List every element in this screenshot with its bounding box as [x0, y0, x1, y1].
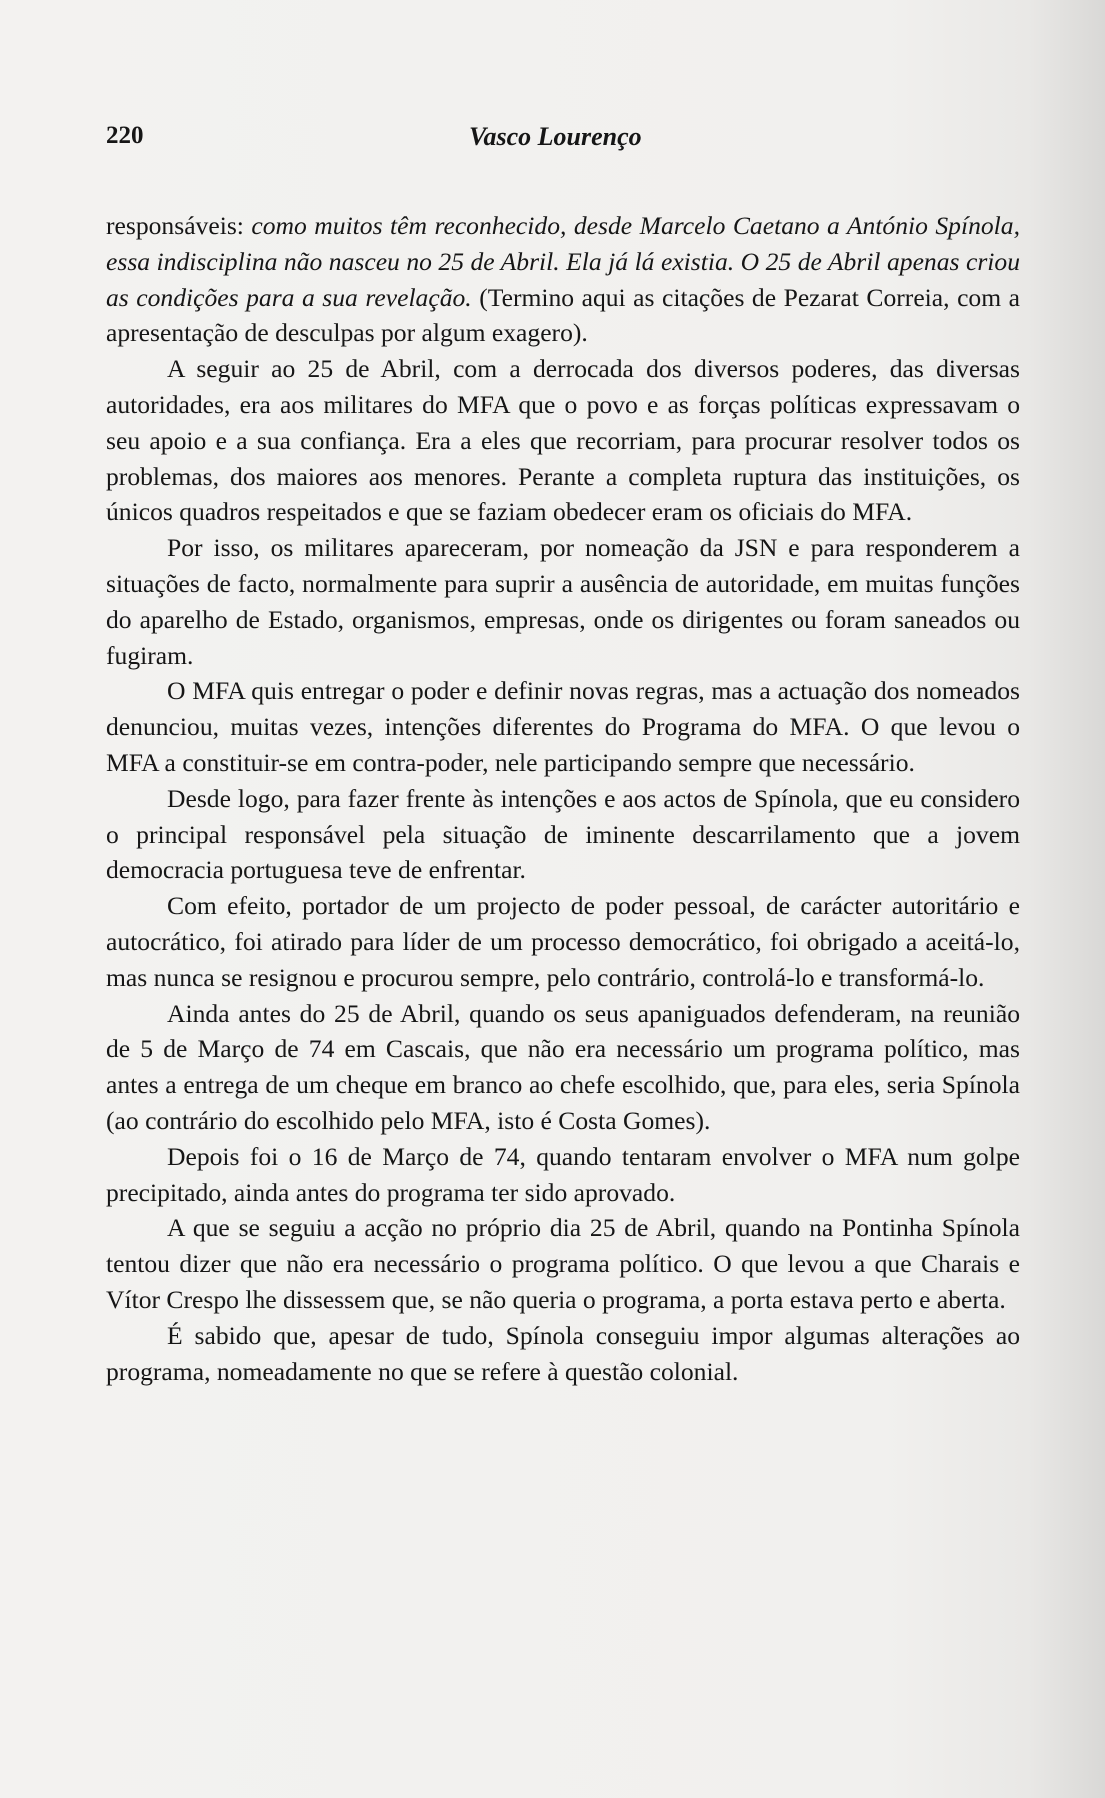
- body-text: [106, 208, 1020, 1389]
- page-number: 220: [106, 122, 144, 149]
- text-run: (Termino aqui as citações de Pezarat Correia, com a apresentação de desculpas por algum exagero).: [106, 282, 1020, 348]
- running-title: Vasco Lourenço: [469, 122, 642, 151]
- paragraph: Depois foi o 16 de Março de 74, quando tentaram envolver o MFA num golpe precipitado, ainda antes do programa ter sido aprovado.: [106, 1141, 1020, 1207]
- paragraph: A que se seguiu a acção no próprio dia 25 de Abril, quando na Pontinha Spínola tentou dizer que não era necessário o programa político. O que levou a que Charais e Vítor Crespo lhe dissessem que, se não queria o programa, a porta estava perto e aberta.: [106, 1213, 1020, 1314]
- paragraph: É sabido que, apesar de tudo, Spínola conseguiu impor algumas alterações ao programa, nomeadamente no que se refere à questão colonial.: [106, 1320, 1020, 1386]
- text-run: responsáveis:: [106, 211, 252, 240]
- text-run-italic-quote: como muitos têm reconhecido, desde Marcelo Caetano a António Spínola, essa indisciplina não nasceu no 25 de Abril. Ela já lá existia. O 25 de Abril apenas criou as condições para a sua revelação.: [106, 211, 1020, 312]
- paragraph: Ainda antes do 25 de Abril, quando os seus apaniguados defenderam, na reunião de 5 de Março de 74 em Cascais, que não era necessário um programa político, mas antes a entrega de um cheque em branco ao chefe escolhido, que, para eles, seria Spínola (ao contrário do escolhido pelo MFA, isto é Costa Gomes).: [106, 998, 1020, 1135]
- paragraph: Com efeito, portador de um projecto de poder pessoal, de carácter autoritário e autocrático, foi atirado para líder de um processo democrático, foi obrigado a aceitá-lo, mas nunca se resignou e procurou sempre, pelo contrário, controlá-lo e transformá-lo.: [106, 891, 1020, 992]
- paragraph-continued: [106, 208, 1020, 351]
- paragraph: Desde logo, para fazer frente às intenções e aos actos de Spínola, que eu considero o principal responsável pela situação de iminente descarrilamento que a jovem democracia portuguesa teve de enfrentar.: [106, 783, 1020, 885]
- running-head: [106, 122, 1016, 156]
- paragraph: A seguir ao 25 de Abril, com a derrocada dos diversos poderes, das diversas autoridades, era aos militares do MFA que o povo e as forças políticas expressavam o seu apoio e a sua confiança. Era a eles que recorriam, para procurar resolver todos os problemas, dos maiores aos menores. Perante a completa ruptura das instituições, os únicos quadros respeitados e que se faziam obedecer eram os oficiais do MFA.: [106, 354, 1020, 527]
- paragraph: O MFA quis entregar o poder e definir novas regras, mas a actuação dos nomeados denunciou, muitas vezes, intenções diferentes do Programa do MFA. O que levou o MFA a constituir-se em contra-poder, nele participando sempre que necessário.: [106, 676, 1020, 777]
- paragraph: Por isso, os militares apareceram, por nomeação da JSN e para responderem a situações de facto, normalmente para suprir a ausência de autoridade, em muitas funções do aparelho de Estado, organismos, empresas, onde os dirigentes ou foram saneados ou fugiram.: [106, 533, 1020, 670]
